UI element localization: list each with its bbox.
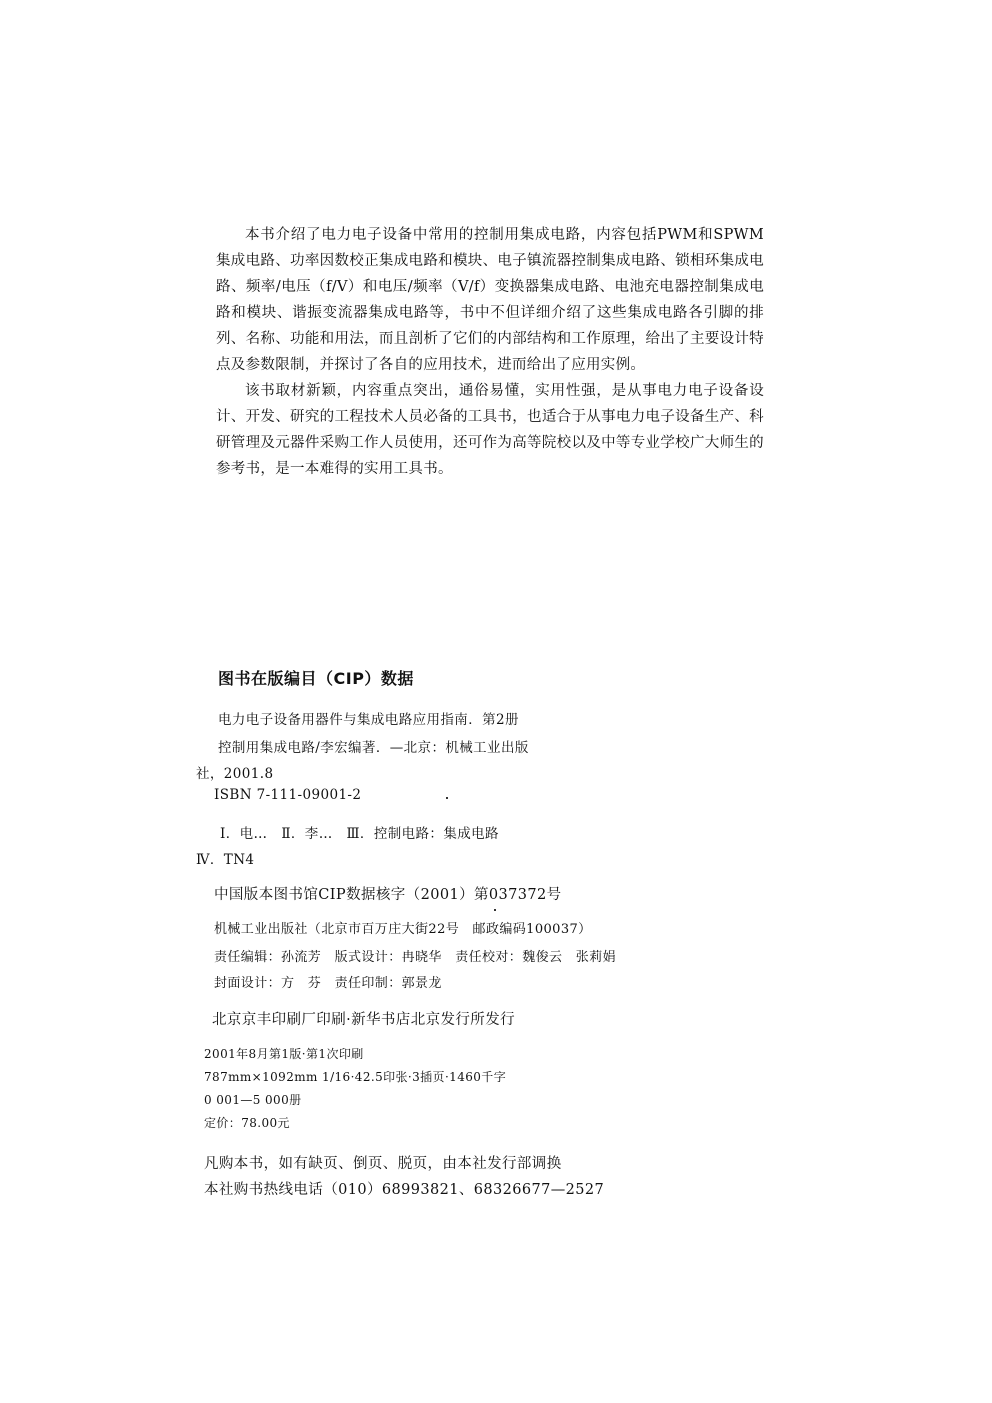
- cip-isbn: ISBN 7-111-09001-2: [214, 787, 362, 803]
- cip-number: 中国版本图书馆CIP数据核字（2001）第037372号: [214, 887, 562, 903]
- hotline-line: 本社购书热线电话（010）68993821、68326677—2527: [204, 1182, 605, 1198]
- scan-speck: [494, 909, 496, 911]
- cip-subjects: Ⅰ．电… Ⅱ．李… Ⅲ．控制电路：集成电路: [220, 826, 499, 842]
- book-introduction: [216, 222, 764, 482]
- cip-author-line: 控制用集成电路/李宏编著．—北京：机械工业出版: [218, 740, 529, 756]
- cip-publication-line: 社，2001.8: [196, 766, 274, 782]
- publisher-line: 机械工业出版社（北京市百万庄大街22号 邮政编码100037）: [214, 922, 592, 937]
- cip-title-line: 电力电子设备用器件与集成电路应用指南．第2册: [218, 712, 519, 728]
- design-line: 封面设计：方 芬 责任印制：郭景龙: [214, 976, 442, 991]
- copies-line: 0 001—5 000册: [204, 1093, 302, 1107]
- intro-paragraph-2: 该书取材新颖，内容重点突出，通俗易懂，实用性强，是从事电力电子设备设计、开发、研究的工程技术人员必备的工具书，也适合于从事电力电子设备生产、科研管理及元器件采购工作人员使用，还可作为高等院校以及中等专业学校广大师生的参考书，是一本难得的实用工具书。: [216, 383, 764, 477]
- editors-line: 责任编辑：孙流芳 版式设计：冉晓华 责任校对：魏俊云 张莉娟: [214, 950, 617, 965]
- edition-line: 2001年8月第1版·第1次印刷: [204, 1047, 364, 1061]
- intro-paragraph-1: 本书介绍了电力电子设备中常用的控制用集成电路，内容包括PWM和SPWM集成电路、功率因数校正集成电路和模块、电子镇流器控制集成电路、锁相环集成电路、频率/电压（f/V）和电压/频率（V/f）变换器集成电路、电池充电器控制集成电路和模块、谐振变流器集成电路等，书中不但详细介绍了这些集成电路各引脚的排列、名称、功能和用法，而且剖析了它们的内部结构和工作原理，给出了主要设计特点及参数限制，并探讨了各自的应用技术，进而给出了应用实例。: [216, 227, 764, 373]
- format-line: 787mm×1092mm 1/16·42.5印张·3插页·1460千字: [204, 1070, 507, 1084]
- printer-line: 北京京丰印刷厂印刷·新华书店北京发行所发行: [212, 1012, 516, 1028]
- cip-heading: 图书在版编目（CIP）数据: [218, 669, 414, 688]
- replacement-notice: 凡购本书，如有缺页、倒页、脱页，由本社发行部调换: [204, 1156, 562, 1172]
- scan-speck: [446, 797, 448, 799]
- cip-classification: Ⅳ．TN4: [196, 852, 255, 868]
- price-line: 定价：78.00元: [204, 1116, 290, 1130]
